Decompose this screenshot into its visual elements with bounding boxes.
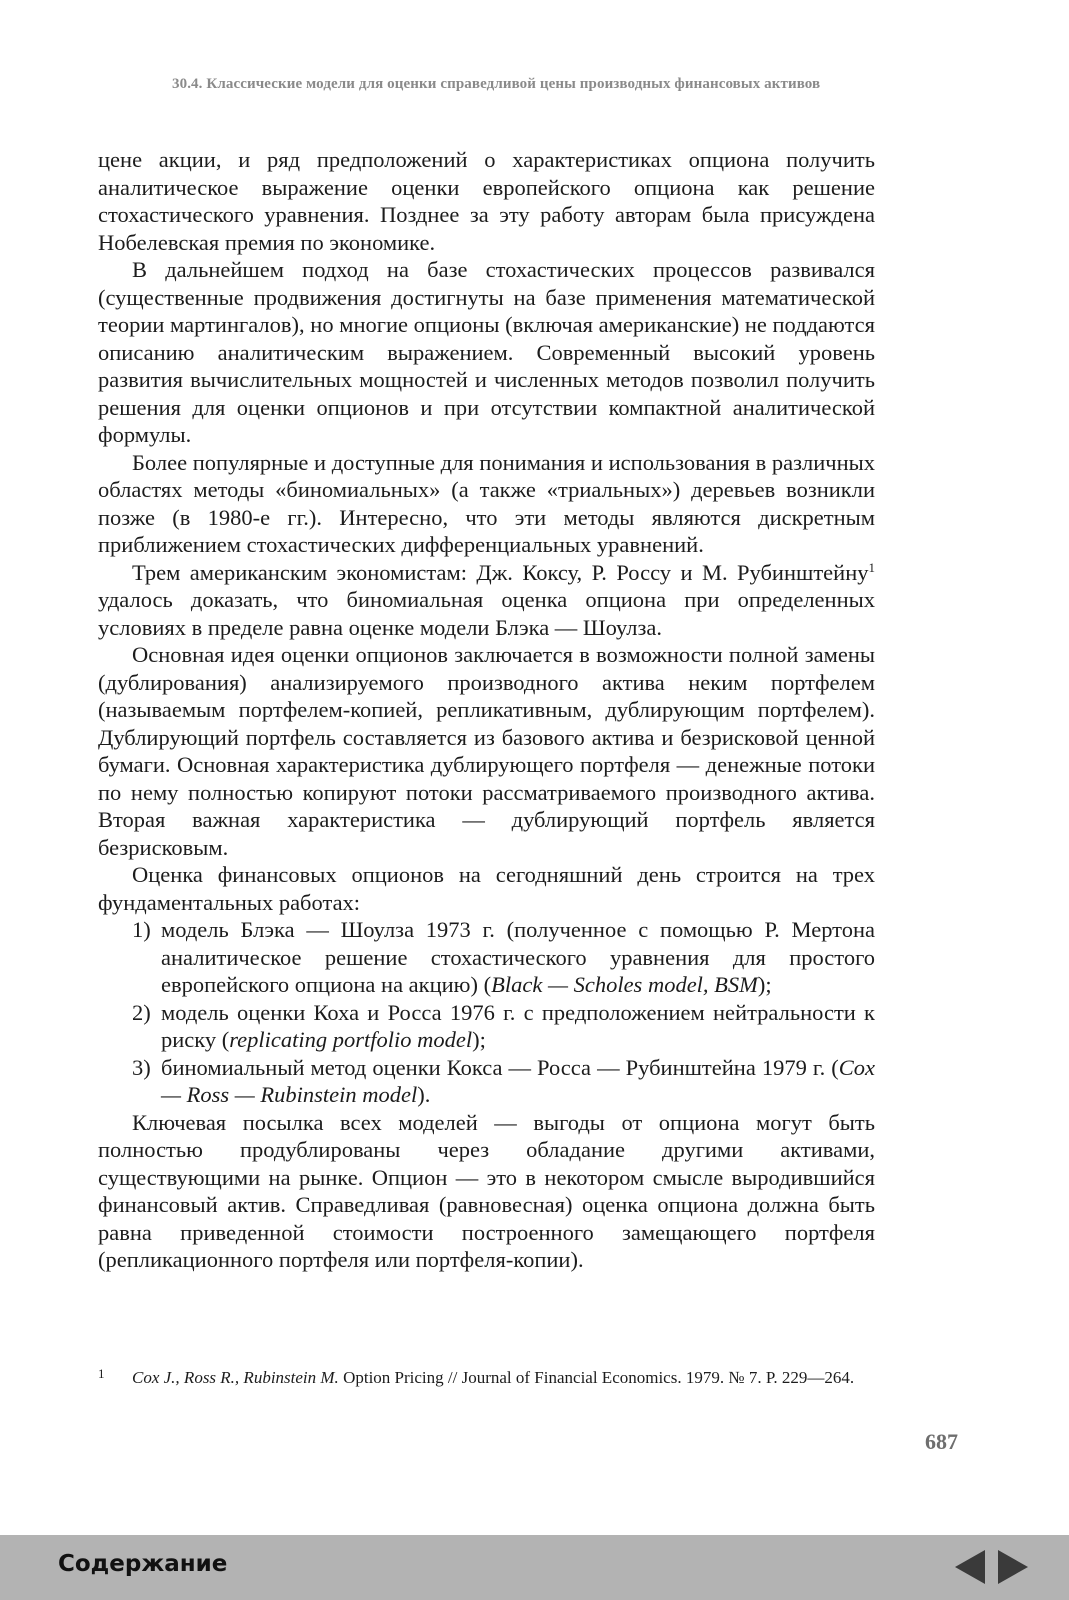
prev-page-button[interactable] — [953, 1549, 987, 1585]
paragraph-3: Более популярные и доступные для понимания и использования в различных областях методы «биномиальных» (а также «триальных») деревьев возникли позже (в 1980-е гг.). Интересно, что эти методы являются дискретным приближением стохастических дифференциальных уравнений. — [98, 449, 875, 557]
paragraph-4 — [98, 559, 875, 642]
paragraph-1: цене акции, и ряд предположений о характеристиках опциона получить аналитическое выражение оценки европейского опциона как решение стохастического уравнения. Позднее за эту работу авторам была присуждена Нобелевская премия по экономике. — [98, 147, 875, 255]
list-item-italic: Black — Scholes model, BSM — [491, 972, 758, 997]
list-item-text: биномиальный метод оценки Кокса — Росса — Рубинштейна 1979 г. ( — [161, 1054, 839, 1080]
list-item-text: модель оценки Коха и Росса 1976 г. с предположением нейтральности к риску ( — [161, 999, 875, 1052]
paragraph-6: Оценка финансовых опционов на сегодняшний день строится на трех фундаментальных работах: — [98, 862, 875, 915]
list-item-number: 1) — [132, 917, 151, 942]
list-item-number: 3) — [132, 1054, 151, 1080]
list-item-end: ); — [757, 972, 772, 997]
footnote-citation: Option Pricing // Journal of Financial Economics. 1979. № 7. P. 229—264. — [338, 1368, 855, 1387]
footnote-number: 1 — [98, 1366, 105, 1381]
list-item-text: модель Блэка — Шоулза 1973 г. (полученное с помощью Р. Мертона аналитическое решение стохастического уравнения для простого европейского опциона на акцию) ( — [161, 917, 875, 997]
list-item — [98, 1054, 875, 1109]
running-header: 30.4. Классические модели для оценки справедливой цены производных финансовых активов — [172, 76, 821, 92]
navigation-bar — [0, 1535, 1069, 1600]
contents-link[interactable]: Содержание — [58, 1551, 228, 1577]
paragraph-2: В дальнейшем подход на базе стохастических процессов развивался (существенные продвижения достигнуты на базе применения математической теории мартингалов), но многие опционы (включая американские) не поддаются описанию аналитическим выражением. Современный высокий уровень развития вычислительных мощностей и численных методов позволил получить решения для оценки опционов и при отсутствии компактной аналитической формулы. — [98, 257, 875, 447]
list-item-end: ). — [417, 1082, 431, 1107]
main-text — [98, 146, 875, 1274]
list-item-italic: replicating portfolio model — [229, 1027, 473, 1052]
footnote-text — [98, 1367, 875, 1388]
triangle-right-icon — [996, 1549, 1030, 1585]
list-item-number: 2) — [132, 999, 151, 1025]
list-item — [98, 999, 875, 1054]
list-item — [98, 916, 875, 999]
paragraph-7: Ключевая посылка всех моделей — выгоды от опциона могут быть полностью продублированы через обладание другими активами, существующими на рынке. Опцион — это в некотором смысле выродившийся финансовый актив. Справедливая (равновесная) оценка опциона должна быть равна приведенной стоимости построенного замещающего портфеля (репликационного портфеля или портфеля-копии). — [98, 1109, 875, 1272]
triangle-left-icon — [953, 1549, 987, 1585]
works-list — [98, 916, 875, 1109]
list-item-italic: Cox — Ross — Rubinstein model — [161, 1054, 875, 1107]
page-number: 687 — [925, 1429, 958, 1454]
footnote-ref[interactable]: 1 — [868, 559, 875, 575]
paragraph-4-text-b: удалось доказать, что биномиальная оценка опциона при определенных условиях в пределе равна оценке модели Блэка — Шоулза. — [98, 587, 875, 640]
paragraph-4-text-a: Трем американским экономистам: Дж. Коксу, Р. Россу и М. Рубинштейну — [132, 559, 869, 585]
list-item-end: ); — [472, 1027, 486, 1052]
footnote-authors: Cox J., Ross R., Rubinstein M. — [132, 1368, 339, 1387]
footnote — [98, 1367, 875, 1388]
next-page-button[interactable] — [996, 1549, 1030, 1585]
paragraph-5: Основная идея оценки опционов заключается в возможности полной замены (дублирования) анализируемого производного актива неким портфелем (называемым портфелем-копией, репликативным, дублирующим портфелем). Дублирующий портфель составляется из базового актива и безрисковой ценной бумаги. Основная характеристика дублирующего портфеля — денежные потоки по нему полностью копируют потоки рассматриваемого производного актива. Вторая важная характеристика — дублирующий портфель является безрисковым. — [98, 642, 875, 860]
